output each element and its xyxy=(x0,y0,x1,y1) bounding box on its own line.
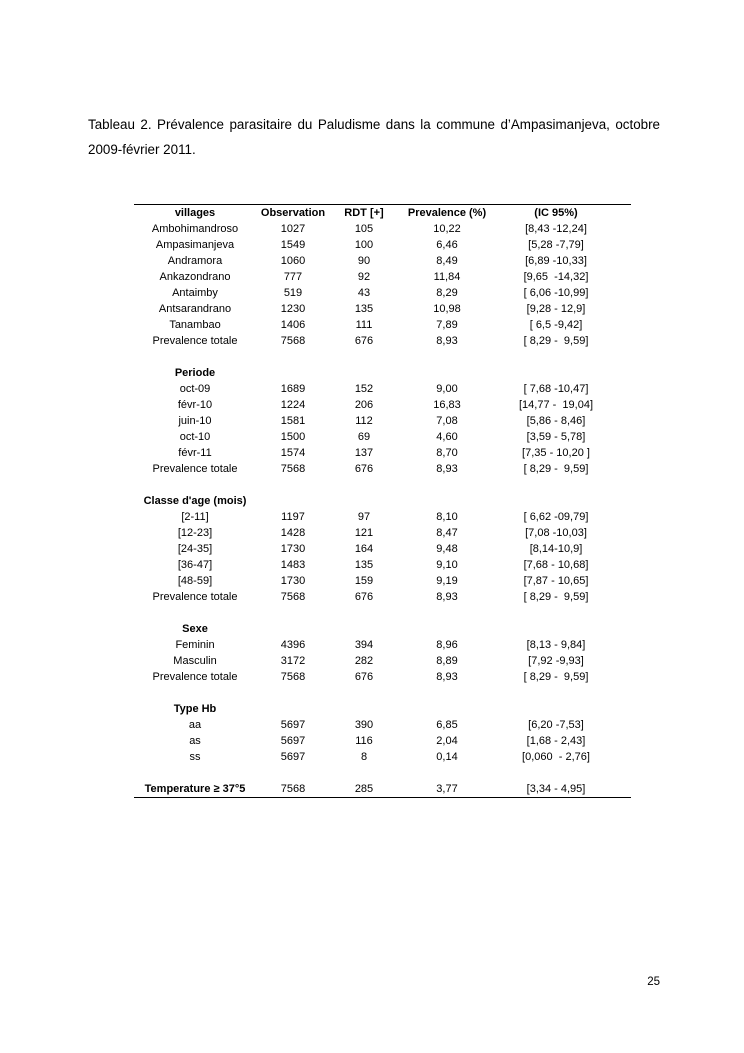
table-row xyxy=(134,397,631,413)
cell-observation: 1230 xyxy=(280,303,306,315)
table-row xyxy=(134,429,631,445)
cell-prevalence: 2,04 xyxy=(436,735,458,747)
cell-prevalence: 3,77 xyxy=(436,783,458,795)
table-row xyxy=(134,541,631,557)
cell-prevalence: 8,89 xyxy=(436,655,458,667)
cell-observation: 1730 xyxy=(280,575,306,587)
cell-rdt: 152 xyxy=(354,383,374,395)
table-row xyxy=(134,285,631,301)
cell-rdt: 100 xyxy=(354,239,374,251)
cell-prevalence: 9,19 xyxy=(436,575,458,587)
row-label: [36-47] xyxy=(177,559,213,571)
cell-prevalence: 7,89 xyxy=(436,319,458,331)
cell-prevalence: 4,60 xyxy=(436,431,458,443)
cell-ic95: [6,20 -7,53] xyxy=(528,719,584,731)
cell-rdt: 676 xyxy=(354,463,374,475)
table-row xyxy=(134,749,631,765)
table-bottom-rule xyxy=(134,797,631,798)
table-row xyxy=(134,637,631,653)
cell-rdt: 43 xyxy=(357,287,371,299)
cell-observation: 1197 xyxy=(281,511,305,523)
table-row xyxy=(134,781,631,797)
header-ic95: (IC 95%) xyxy=(534,207,578,219)
cell-prevalence: 11,84 xyxy=(433,271,461,283)
cell-observation: 4396 xyxy=(280,639,306,651)
cell-observation: 1428 xyxy=(280,527,306,539)
header-rdt: RDT [+] xyxy=(344,207,384,219)
cell-rdt: 112 xyxy=(355,415,373,427)
section-title-row xyxy=(134,621,631,637)
cell-ic95: [ 8,29 - 9,59] xyxy=(523,335,589,347)
cell-observation: 1027 xyxy=(280,223,306,235)
cell-ic95: [5,86 - 8,46] xyxy=(526,415,586,427)
cell-ic95: [ 8,29 - 9,59] xyxy=(523,463,589,475)
cell-prevalence: 8,96 xyxy=(436,639,458,651)
cell-observation: 1730 xyxy=(280,543,306,555)
row-label: Ampasimanjeva xyxy=(155,239,235,251)
cell-ic95: [0,060 - 2,76] xyxy=(522,751,590,763)
section-title: Sexe xyxy=(182,623,208,635)
cell-observation: 1500 xyxy=(280,431,306,443)
cell-prevalence: 9,48 xyxy=(436,543,458,555)
table-row xyxy=(134,237,631,253)
cell-observation: 1574 xyxy=(280,447,306,459)
section-title-row xyxy=(134,493,631,509)
cell-ic95: [6,89 -10,33] xyxy=(525,255,587,267)
section-spacer xyxy=(134,349,631,365)
table-row xyxy=(134,717,631,733)
cell-observation: 7568 xyxy=(280,783,306,795)
cell-rdt: 111 xyxy=(355,319,373,331)
cell-observation: 1060 xyxy=(280,255,306,267)
cell-prevalence: 8,29 xyxy=(436,287,458,299)
row-label: Tanambao xyxy=(169,319,221,331)
cell-rdt: 394 xyxy=(354,639,374,651)
row-label: oct-09 xyxy=(179,383,211,395)
cell-ic95: [8,14-10,9] xyxy=(529,543,583,555)
cell-ic95: [8,13 - 9,84] xyxy=(526,639,586,651)
table-row xyxy=(134,557,631,573)
section-spacer xyxy=(134,477,631,493)
table-row xyxy=(134,317,631,333)
table-body xyxy=(134,205,631,797)
row-label: févr-11 xyxy=(178,447,212,459)
cell-observation: 1581 xyxy=(280,415,306,427)
cell-ic95: [7,08 -10,03] xyxy=(525,527,587,539)
cell-rdt: 676 xyxy=(354,671,374,683)
cell-ic95: [1,68 - 2,43] xyxy=(526,735,586,747)
cell-rdt: 676 xyxy=(354,335,374,347)
row-label: Feminin xyxy=(175,639,215,651)
cell-observation: 1483 xyxy=(280,559,306,571)
row-label: Antsarandrano xyxy=(158,303,232,315)
prevalence-table xyxy=(134,204,631,798)
cell-prevalence: 16,83 xyxy=(433,399,461,411)
cell-prevalence: 8,93 xyxy=(436,671,458,683)
row-label: [2-11] xyxy=(181,511,209,523)
row-label: [48-59] xyxy=(177,575,213,587)
cell-prevalence: 10,98 xyxy=(433,303,461,315)
cell-ic95: [7,87 - 10,65] xyxy=(523,575,589,587)
table-caption: Tableau 2. Prévalence parasitaire du Paludisme dans la commune d’Ampasimanjeva, octobre 2009-février 2011. xyxy=(88,117,660,157)
table-row xyxy=(134,461,631,477)
table-row xyxy=(134,301,631,317)
table-row xyxy=(134,269,631,285)
cell-rdt: 121 xyxy=(354,527,374,539)
table-row xyxy=(134,669,631,685)
cell-observation: 777 xyxy=(283,271,303,283)
section-title: Periode xyxy=(174,367,216,379)
table-row xyxy=(134,509,631,525)
row-label: Prevalence totale xyxy=(152,591,238,603)
section-spacer xyxy=(134,765,631,781)
table-row xyxy=(134,589,631,605)
cell-ic95: [ 6,62 -09,79] xyxy=(523,511,589,523)
section-title: Type Hb xyxy=(173,703,217,715)
cell-ic95: [9,65 -14,32] xyxy=(523,271,589,283)
cell-rdt: 282 xyxy=(354,655,374,667)
table-row xyxy=(134,573,631,589)
table-row xyxy=(134,525,631,541)
row-label: oct-10 xyxy=(179,431,211,443)
cell-rdt: 135 xyxy=(354,303,374,315)
cell-observation: 5697 xyxy=(280,735,306,747)
cell-rdt: 105 xyxy=(354,223,374,235)
cell-rdt: 8 xyxy=(360,751,368,763)
table-row xyxy=(134,413,631,429)
cell-prevalence: 6,46 xyxy=(436,239,458,251)
cell-rdt: 137 xyxy=(354,447,374,459)
table-row xyxy=(134,445,631,461)
cell-ic95: [ 7,68 -10,47] xyxy=(523,383,589,395)
table-row xyxy=(134,221,631,237)
cell-rdt: 159 xyxy=(354,575,374,587)
cell-prevalence: 8,10 xyxy=(436,511,458,523)
cell-prevalence: 8,93 xyxy=(436,335,458,347)
cell-observation: 7568 xyxy=(280,671,306,683)
cell-ic95: [3,34 - 4,95] xyxy=(526,783,586,795)
cell-rdt: 676 xyxy=(354,591,374,603)
cell-prevalence: 7,08 xyxy=(436,415,458,427)
cell-rdt: 135 xyxy=(354,559,374,571)
section-spacer xyxy=(134,605,631,621)
header-villages: villages xyxy=(174,207,216,219)
table-row xyxy=(134,253,631,269)
cell-prevalence: 0,14 xyxy=(436,751,458,763)
row-label: ss xyxy=(189,751,201,763)
row-label: [24-35] xyxy=(177,543,213,555)
row-label: aa xyxy=(188,719,202,731)
row-label: Antaimby xyxy=(172,287,218,299)
cell-ic95: [9,28 - 12,9] xyxy=(526,303,586,315)
cell-rdt: 69 xyxy=(357,431,371,443)
cell-rdt: 390 xyxy=(354,719,374,731)
cell-rdt: 206 xyxy=(354,399,374,411)
row-label: juin-10 xyxy=(178,415,212,427)
row-label: Temperature ≥ 37°5 xyxy=(144,783,246,795)
cell-ic95: [ 8,29 - 9,59] xyxy=(523,671,589,683)
section-spacer xyxy=(134,685,631,701)
table-row xyxy=(134,333,631,349)
cell-observation: 1224 xyxy=(280,399,306,411)
cell-prevalence: 8,93 xyxy=(436,463,458,475)
cell-observation: 7568 xyxy=(280,463,306,475)
cell-observation: 5697 xyxy=(280,751,306,763)
cell-rdt: 285 xyxy=(354,783,374,795)
cell-rdt: 164 xyxy=(354,543,374,555)
section-title: Classe d'age (mois) xyxy=(143,495,247,507)
cell-ic95: [ 6,06 -10,99] xyxy=(523,287,589,299)
row-label: févr-10 xyxy=(177,399,213,411)
cell-observation: 7568 xyxy=(280,335,306,347)
cell-ic95: [7,35 - 10,20 ] xyxy=(522,447,590,459)
table-row xyxy=(134,653,631,669)
cell-rdt: 116 xyxy=(355,735,373,747)
cell-rdt: 97 xyxy=(357,511,371,523)
cell-prevalence: 9,10 xyxy=(436,559,458,571)
cell-ic95: [5,28 -7,79] xyxy=(528,239,584,251)
page-number: 25 xyxy=(647,976,660,988)
row-label: Prevalence totale xyxy=(152,463,238,475)
cell-prevalence: 8,49 xyxy=(436,255,458,267)
section-title-row xyxy=(134,365,631,381)
row-label: Andramora xyxy=(167,255,223,267)
cell-observation: 5697 xyxy=(280,719,306,731)
table-row xyxy=(134,381,631,397)
header-observation: Observation xyxy=(260,207,326,219)
cell-rdt: 90 xyxy=(357,255,371,267)
cell-prevalence: 9,00 xyxy=(436,383,458,395)
table-header-row xyxy=(134,205,631,221)
cell-observation: 519 xyxy=(283,287,303,299)
cell-observation: 7568 xyxy=(280,591,306,603)
row-label: as xyxy=(189,735,201,747)
cell-rdt: 92 xyxy=(357,271,371,283)
row-label: Ambohimandroso xyxy=(151,223,239,235)
cell-prevalence: 8,47 xyxy=(436,527,458,539)
cell-ic95: [7,92 -9,93] xyxy=(528,655,584,667)
row-label: Prevalence totale xyxy=(152,671,238,683)
cell-ic95: [7,68 - 10,68] xyxy=(523,559,589,571)
row-label: Prevalence totale xyxy=(152,335,238,347)
cell-ic95: [14,77 - 19,04] xyxy=(519,399,593,411)
cell-observation: 1406 xyxy=(280,319,306,331)
cell-prevalence: 6,85 xyxy=(436,719,458,731)
cell-ic95: [ 8,29 - 9,59] xyxy=(523,591,589,603)
cell-ic95: [3,59 - 5,78] xyxy=(526,431,586,443)
section-title-row xyxy=(134,701,631,717)
cell-prevalence: 10,22 xyxy=(433,223,461,235)
row-label: [12-23] xyxy=(177,527,213,539)
row-label: Masculin xyxy=(173,655,217,667)
cell-observation: 1549 xyxy=(280,239,306,251)
cell-ic95: [8,43 -12,24] xyxy=(525,223,587,235)
cell-prevalence: 8,93 xyxy=(436,591,458,603)
table-row xyxy=(134,733,631,749)
cell-ic95: [ 6,5 -9,42] xyxy=(529,319,583,331)
row-label: Ankazondrano xyxy=(159,271,231,283)
cell-observation: 3172 xyxy=(280,655,306,667)
header-prevalence: Prevalence (%) xyxy=(407,207,487,219)
cell-prevalence: 8,70 xyxy=(436,447,458,459)
cell-observation: 1689 xyxy=(280,383,306,395)
